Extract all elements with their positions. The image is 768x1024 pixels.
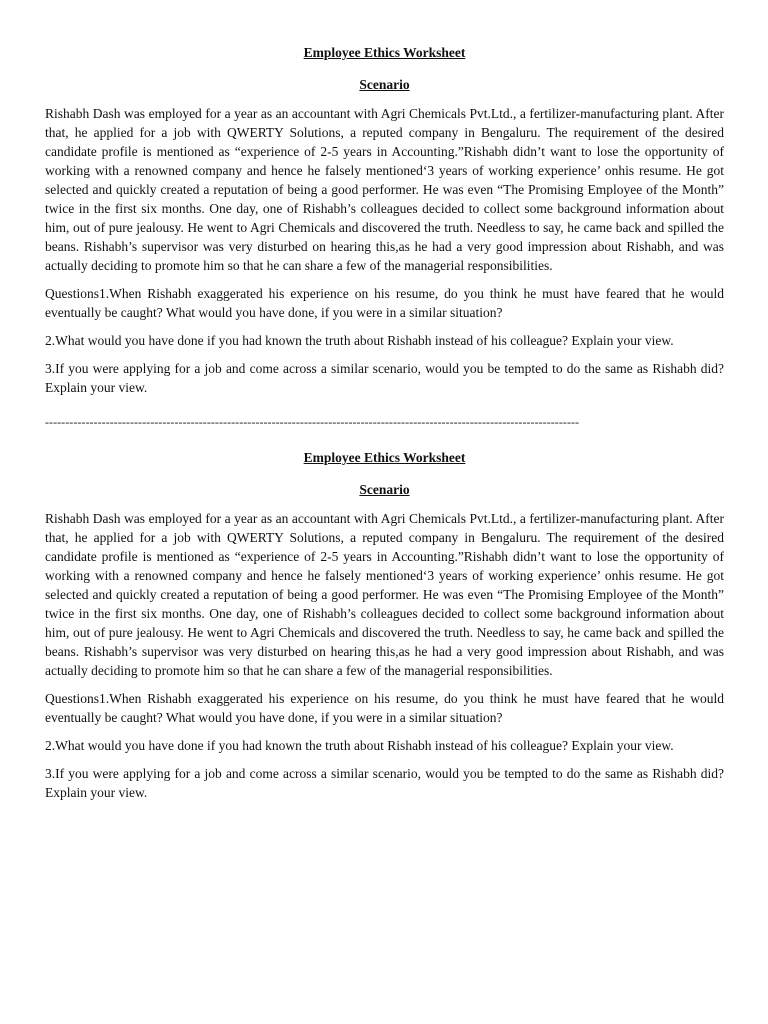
document-page <box>45 44 724 811</box>
scenario-paragraph: Rishabh Dash was employed for a year as an accountant with Agri Chemicals Pvt.Ltd., a fertilizer-manufacturing plant. After that, he applied for a job with QWERTY Solutions, a reputed company in Bengaluru. The requirement of the desired candidate profile is mentioned as “experience of 2-5 years in Accounting.”Rishabh didn’t want to lose the opportunity of working with a renowned company and hence he falsely mentioned‘3 years of working experience’ onhis resume. He got selected and quickly created a reputation of being a good performer. He was even “The Promising Employee of the Month” twice in the first six months. One day, one of Rishabh’s colleagues decided to collect some background information about him, out of pure jealousy. He went to Agri Chemicals and discovered the truth. Needless to say, he came back and spilled the beans. Rishabh’s supervisor was very disturbed on hearing this,as he had a very good impression about Rishabh, and was actually deciding to promote him so that he can share a few of the managerial responsibilities. <box>45 511 724 678</box>
worksheet-title: Employee Ethics Worksheet <box>303 45 466 60</box>
worksheet-title: Employee Ethics Worksheet <box>303 450 466 465</box>
question-3: 3.If you were applying for a job and come across a similar scenario, would you be tempted to do the same as Rishabh did? Explain your view. <box>45 766 724 800</box>
scenario-heading: Scenario <box>359 482 410 497</box>
worksheet-1 <box>45 44 724 397</box>
worksheet-2 <box>45 449 724 802</box>
question-3: 3.If you were applying for a job and come across a similar scenario, would you be tempted to do the same as Rishabh did? Explain your view. <box>45 361 724 395</box>
question-1: Questions1.When Rishabh exaggerated his experience on his resume, do you think he must have feared that he would eventually be caught? What would you have done, if you were in a similar situation? <box>45 691 724 725</box>
question-2: 2.What would you have done if you had known the truth about Rishabh instead of his colleague? Explain your view. <box>45 738 674 753</box>
dashed-separator: ------------------------------------------------------------------------------------------------------------------------------------ <box>45 415 580 429</box>
scenario-heading: Scenario <box>359 77 410 92</box>
scenario-paragraph: Rishabh Dash was employed for a year as an accountant with Agri Chemicals Pvt.Ltd., a fertilizer-manufacturing plant. After that, he applied for a job with QWERTY Solutions, a reputed company in Bengaluru. The requirement of the desired candidate profile is mentioned as “experience of 2-5 years in Accounting.”Rishabh didn’t want to lose the opportunity of working with a renowned company and hence he falsely mentioned‘3 years of working experience’ onhis resume. He got selected and quickly created a reputation of being a good performer. He was even “The Promising Employee of the Month” twice in the first six months. One day, one of Rishabh’s colleagues decided to collect some background information about him, out of pure jealousy. He went to Agri Chemicals and discovered the truth. Needless to say, he came back and spilled the beans. Rishabh’s supervisor was very disturbed on hearing this,as he had a very good impression about Rishabh, and was actually deciding to promote him so that he can share a few of the managerial responsibilities. <box>45 106 724 273</box>
question-2: 2.What would you have done if you had known the truth about Rishabh instead of his colleague? Explain your view. <box>45 333 674 348</box>
question-1: Questions1.When Rishabh exaggerated his experience on his resume, do you think he must have feared that he would eventually be caught? What would you have done, if you were in a similar situation? <box>45 286 724 320</box>
